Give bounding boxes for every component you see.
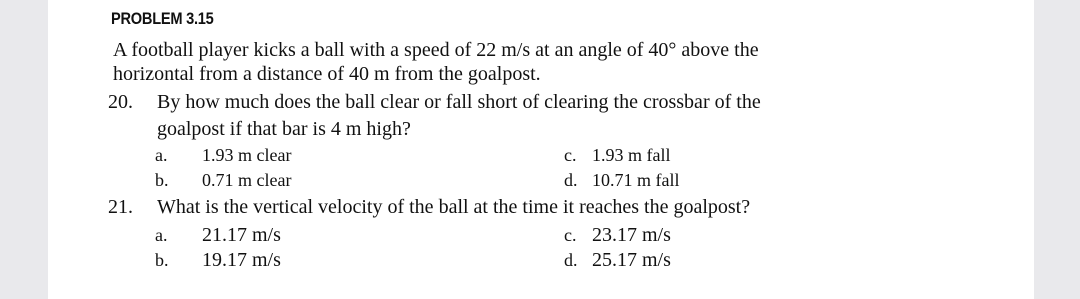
question-21-option-b-letter: b. — [155, 250, 169, 270]
question-20-option-c-letter: c. — [564, 145, 577, 165]
question-20-option-b-letter: b. — [155, 170, 169, 190]
question-20-option-d-letter: d. — [564, 170, 578, 190]
question-20-text-line-2: goalpost if that bar is 4 m high? — [157, 118, 411, 140]
problem-intro-line-2: horizontal from a distance of 40 m from the goalpost. — [113, 63, 541, 85]
problem-content — [108, 0, 1008, 299]
question-20-number: 20. — [108, 91, 133, 113]
question-21-option-a-text: 21.17 m/s — [202, 224, 281, 246]
question-21-option-b-text: 19.17 m/s — [202, 249, 281, 271]
question-20-option-a-letter: a. — [155, 145, 168, 165]
question-21-option-c-text: 23.17 m/s — [592, 224, 671, 246]
question-20-option-b-text: 0.71 m clear — [202, 170, 292, 190]
question-21-option-d-text: 25.17 m/s — [592, 249, 671, 271]
question-20-option-c-text: 1.93 m fall — [592, 145, 671, 165]
question-20-option-a-text: 1.93 m clear — [202, 145, 292, 165]
question-21-option-d-letter: d. — [564, 250, 578, 270]
question-20-text-line-1: By how much does the ball clear or fall short of clearing the crossbar of the — [157, 91, 761, 113]
question-20-option-d-text: 10.71 m fall — [592, 170, 680, 190]
question-21-number: 21. — [108, 196, 133, 218]
problem-intro-line-1: A football player kicks a ball with a speed of 22 m/s at an angle of 40° above the — [113, 39, 759, 61]
problem-title: PROBLEM 3.15 — [111, 9, 214, 28]
question-21-text-line-1: What is the vertical velocity of the ball at the time it reaches the goalpost? — [157, 196, 751, 218]
question-21-option-c-letter: c. — [564, 225, 577, 245]
question-21-option-a-letter: a. — [155, 225, 168, 245]
